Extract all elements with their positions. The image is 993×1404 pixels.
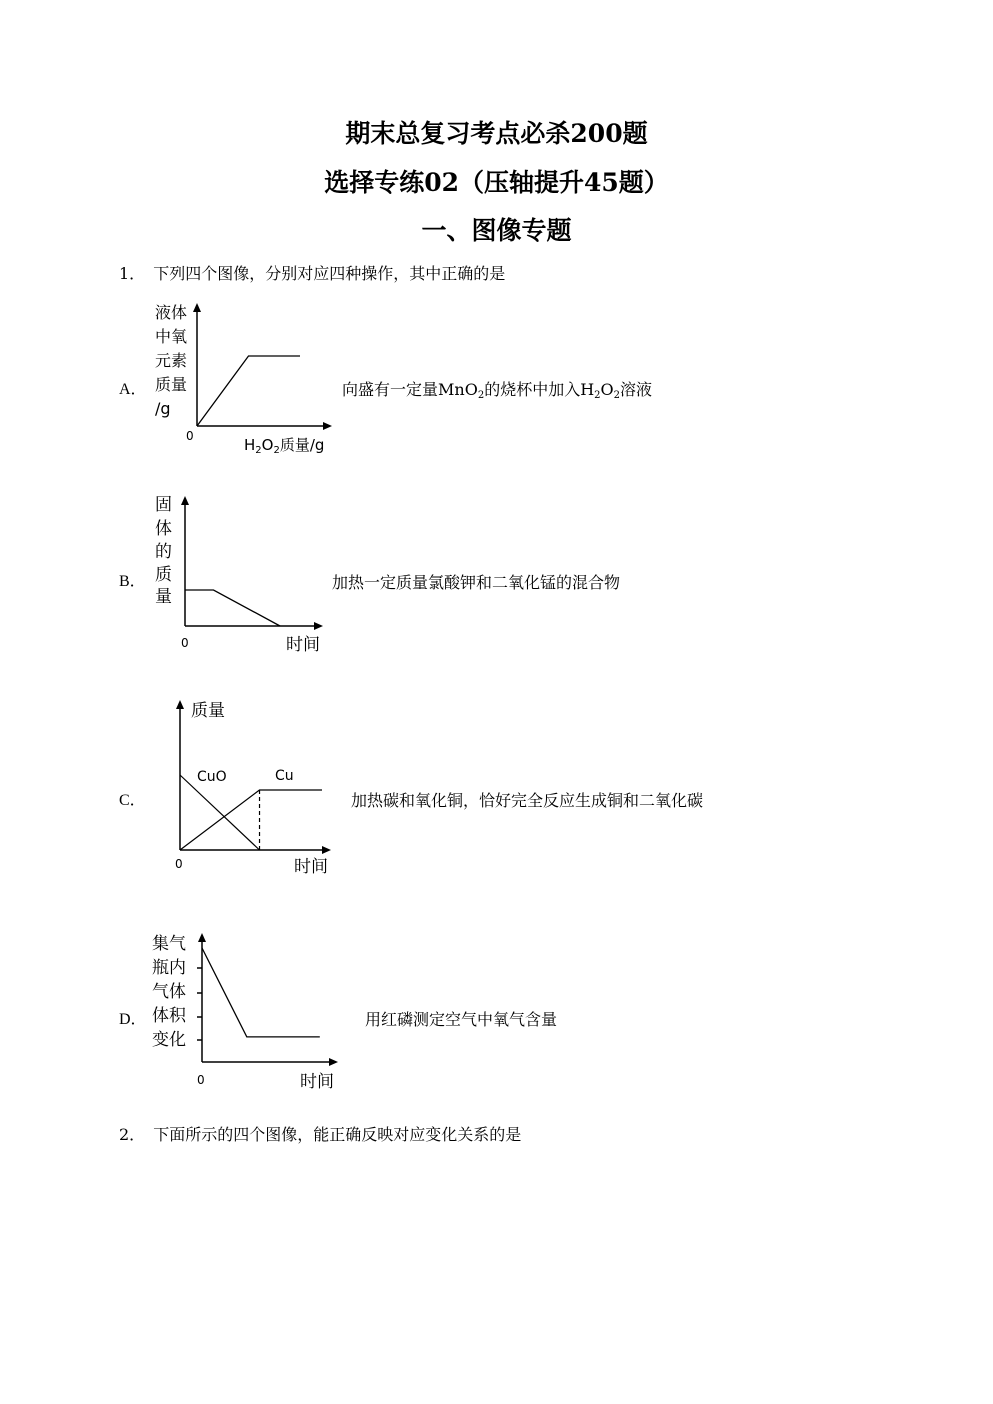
section-title: 一、图像专题	[421, 216, 572, 245]
y-label-line: 变化	[152, 1030, 186, 1050]
y-label-line: 固	[155, 495, 172, 515]
x-axis-label: $H_2O_2$质量/g	[244, 436, 325, 456]
x-axis-arrow	[323, 422, 332, 430]
series-label-cuo: CuO	[197, 769, 227, 785]
y-axis-label: 质量	[191, 701, 225, 721]
y-label-line: 体积	[152, 1006, 186, 1026]
origin-label: 0	[175, 857, 183, 871]
series-label-cu: Cu	[275, 768, 294, 784]
y-label-line: 气体	[152, 982, 186, 1002]
option-d-axes	[197, 941, 330, 1062]
origin-label: 0	[181, 636, 189, 650]
y-label-line: 瓶内	[152, 958, 186, 978]
y-axis-arrow	[193, 303, 201, 312]
y-axis-arrow	[198, 933, 206, 942]
origin-label: 0	[197, 1073, 205, 1087]
option-c-letter: C．	[119, 792, 146, 809]
y-label-line: 体	[155, 519, 172, 539]
x-axis-arrow	[314, 622, 323, 630]
document-title: 期末总复习考点必杀200题	[345, 119, 648, 148]
option-d-y-label	[152, 934, 187, 1050]
origin-label: 0	[186, 429, 194, 443]
y-label-line: 液体	[155, 303, 188, 322]
option-b-y-label	[155, 495, 172, 607]
y-label-line: 元素	[155, 351, 188, 370]
option-c-chart	[140, 690, 340, 880]
y-axis-arrow	[176, 700, 184, 709]
option-d-description: 用红磷测定空气中氧气含量	[365, 1010, 558, 1029]
x-axis-label: 时间	[294, 857, 328, 877]
question-1	[119, 263, 505, 285]
option-d-letter: D．	[119, 1011, 147, 1028]
question-text: 下面所示的四个图像，能正确反映对应变化关系的是	[153, 1125, 522, 1144]
question-number: 1．	[119, 264, 146, 283]
question-number: 2．	[119, 1125, 146, 1144]
option-b-axes	[185, 504, 315, 626]
option-a-axes	[197, 310, 325, 426]
x-axis-label: 时间	[286, 635, 320, 655]
y-axis-arrow	[181, 496, 189, 505]
y-label-line: 的	[155, 542, 172, 562]
option-c-description: 加热碳和氧化铜，恰好完全反应生成铜和二氧化碳	[351, 791, 704, 810]
option-a-letter: A．	[119, 381, 147, 398]
option-b-description: 加热一定质量氯酸钾和二氧化锰的混合物	[332, 573, 621, 592]
x-axis-label: 时间	[300, 1072, 334, 1092]
option-a-chart	[140, 300, 340, 460]
series-line	[185, 590, 280, 626]
y-label-line: 集气	[152, 934, 186, 954]
document-subtitle: 选择专练02（压轴提升45题）	[324, 168, 669, 197]
question-2	[119, 1124, 521, 1146]
y-label-line: 质	[155, 565, 172, 585]
series-line	[197, 356, 300, 426]
x-axis-arrow	[322, 846, 331, 854]
option-b-letter: B．	[119, 573, 146, 590]
y-label-line: 量	[155, 587, 172, 607]
option-a-description: 向盛有一定量MnO$_2$的烧杯中加入$H_2O_2$溶液	[342, 380, 653, 401]
series-line-cu	[180, 790, 322, 850]
option-b-chart	[140, 490, 340, 660]
series-line-cuo	[180, 775, 260, 850]
option-d-chart	[140, 925, 350, 1095]
question-text: 下列四个图像，分别对应四种操作，其中正确的是	[153, 264, 506, 283]
y-label-line: /g	[155, 399, 171, 418]
option-a-y-label	[155, 303, 187, 418]
y-label-line: 中氧	[155, 327, 188, 346]
y-label-line: 质量	[155, 375, 188, 394]
x-axis-arrow	[329, 1058, 338, 1066]
series-line	[202, 948, 320, 1037]
